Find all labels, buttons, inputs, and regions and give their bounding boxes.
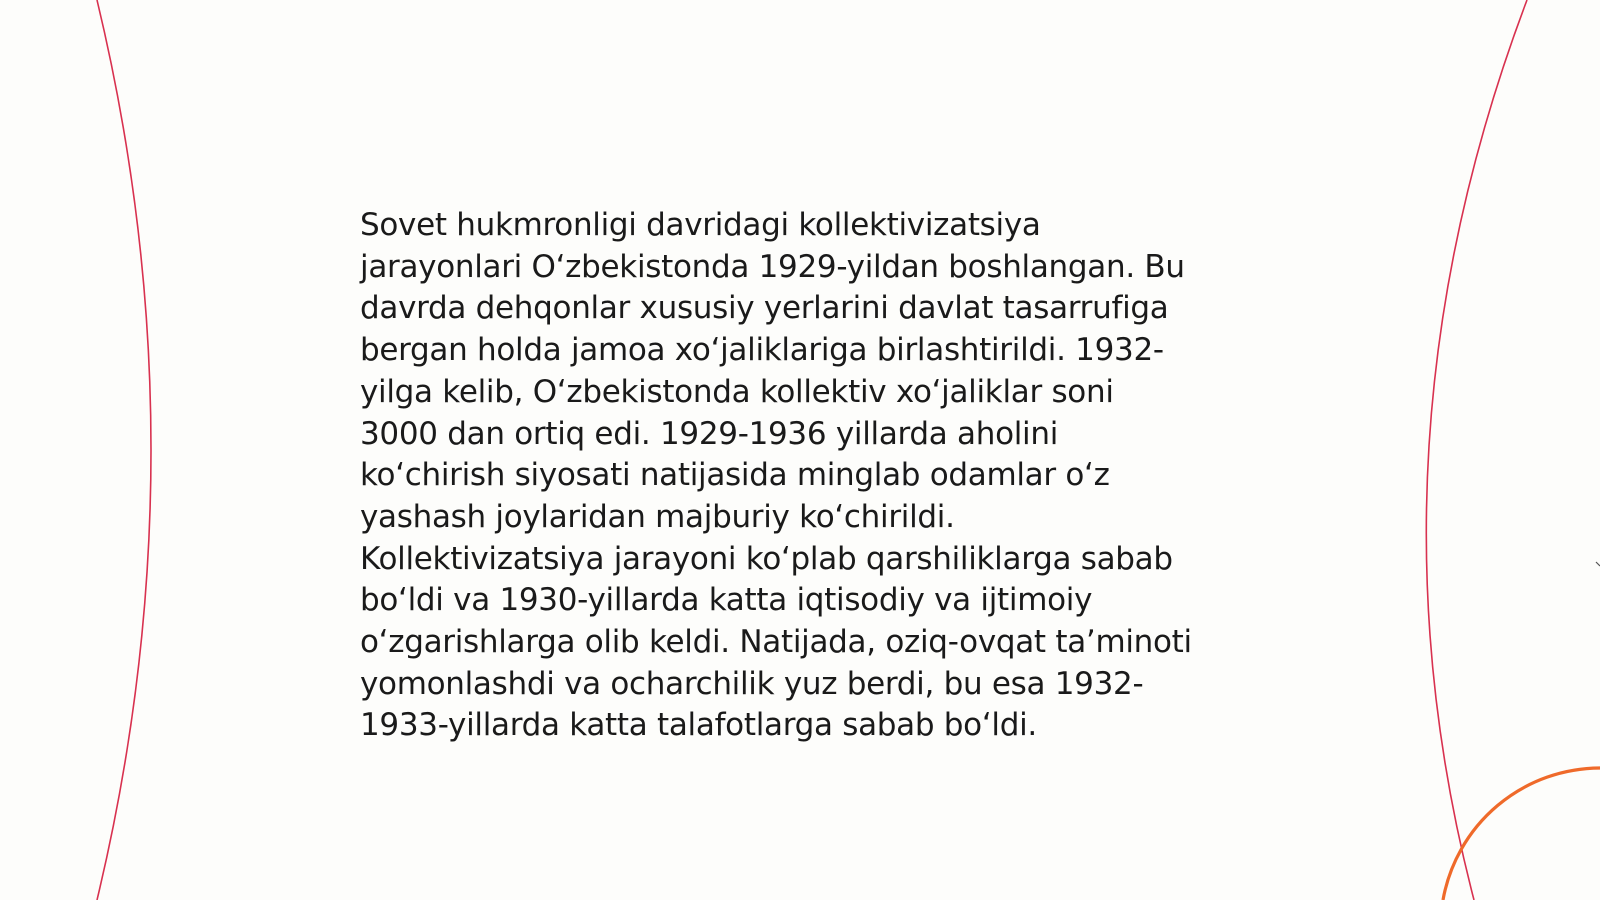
body-line-5: yilga kelib, O‘zbekistonda kollektiv xo‘jaliklar soni [360,373,1114,410]
body-line-4: bergan holda jamoa xo‘jaliklariga birlashtirildi. 1932- [360,332,1164,369]
body-line-13: 1933-yillarda katta talafotlarga sabab bo‘ldi. [360,707,1037,744]
body-line-10: bo‘ldi va 1930-yillarda katta iqtisodiy va ijtimoiy [360,582,1093,619]
body-line-7: ko‘chirish siyosati natijasida minglab odamlar o‘z [360,457,1110,494]
right-curve [1426,0,1527,900]
body-line-8: yashash joylaridan majburiy ko‘chirildi. [360,498,955,535]
orange-arc [1443,768,1600,900]
body-line-6: 3000 dan ortiq edi. 1929-1936 yillarda aholini [360,415,1059,452]
body-line-9: Kollektivizatsiya jarayoni ko‘plab qarshiliklarga sabab [360,540,1173,577]
body-text [360,205,1260,747]
small-tick-mark [1596,562,1600,566]
left-curve [97,0,151,900]
body-line-12: yomonlashdi va ocharchilik yuz berdi, bu esa 1932- [360,665,1144,702]
body-line-3: davrda dehqonlar xususiy yerlarini davlat tasarrufiga [360,290,1169,327]
body-line-11: o‘zgarishlarga olib keldi. Natijada, oziq-ovqat ta’minoti [360,624,1192,661]
body-line-1: Sovet hukmronligi davridagi kollektivizatsiya [360,207,1041,243]
body-line-2: jarayonlari O‘zbekistonda 1929-yildan boshlangan. Bu [360,248,1185,285]
